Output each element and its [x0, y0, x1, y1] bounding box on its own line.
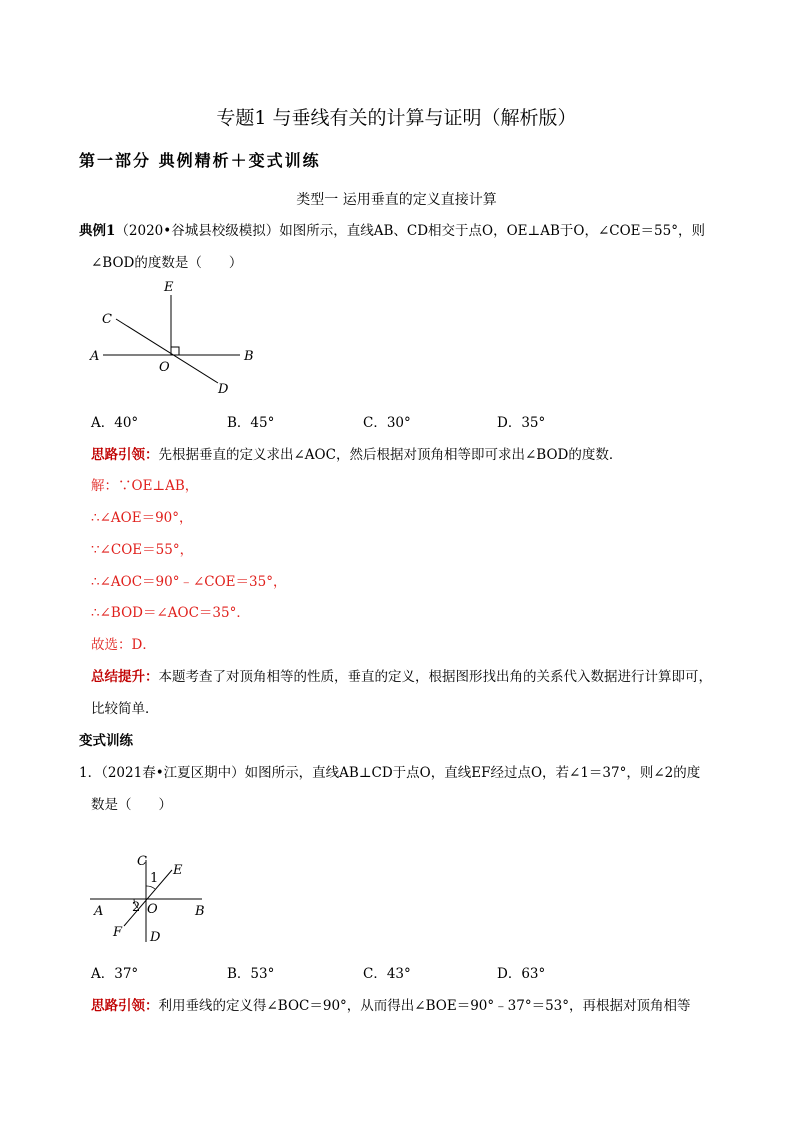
solution-line-4: ∴∠AOC＝90°﹣∠COE＝35°， [91, 574, 287, 590]
example1-summary [91, 665, 712, 685]
label-o: O [159, 360, 170, 375]
example1-option-a: A．40° [91, 415, 139, 431]
q1-option-c: C．43° [363, 966, 411, 982]
q1-hint [91, 994, 691, 1014]
summary-text: 本题考查了对顶角相等的性质，垂直的定义，根据图形找出角的关系代入数据进行计算即可， [158, 669, 712, 685]
example1-summary-line2: 比较简单． [91, 701, 159, 717]
document-title: 专题1 与垂线有关的计算与证明（解析版） [216, 107, 577, 129]
label-a: A [90, 349, 100, 364]
label-e: E [164, 280, 174, 295]
q1-line1: 1．（2021春•江夏区期中）如图所示，直线AB⊥CD于点O，直线EF经过点O，若∠1＝37°，则∠2的度 [79, 765, 701, 781]
solution-line-6: 故选：D． [91, 637, 156, 653]
angle-1-arc [146, 886, 155, 889]
q1-line2: 数是（ ） [91, 797, 172, 813]
hint-label: 思路引领： [91, 447, 159, 463]
label-e: E [173, 863, 183, 878]
type-heading: 类型一 运用垂直的定义直接计算 [296, 192, 497, 208]
example-label: 典例1 [79, 223, 116, 239]
example1-option-c: C．30° [363, 415, 411, 431]
q1-option-b: B．53° [227, 966, 275, 982]
label-c: C [102, 312, 112, 327]
example1-figure [85, 278, 275, 398]
example1-text: （2020•谷城县校级模拟）如图所示，直线AB、CD相交于点O，OE⊥AB于O，∠COE＝55°，则 [115, 223, 705, 239]
solution-line-2: ∴∠AOE＝90°， [91, 510, 193, 526]
hint-text: 先根据垂直的定义求出∠AOC，然后根据对顶角相等即可求出∠BOD的度数． [158, 447, 623, 463]
label-o: O [147, 902, 158, 917]
label-angle-2: 2 [132, 900, 141, 915]
label-b: B [195, 904, 205, 919]
summary-label: 总结提升： [91, 669, 159, 685]
example1-option-b: B．45° [227, 415, 275, 431]
solution-line-5: ∴∠BOD＝∠AOC＝35°． [91, 605, 250, 621]
label-b: B [244, 349, 254, 364]
label-d: D [150, 930, 161, 945]
label-c: C [137, 854, 147, 869]
q1-hint-label: 思路引领： [91, 998, 159, 1014]
solution-line-1: 解：∵OE⊥AB， [91, 478, 199, 494]
label-a: A [94, 904, 104, 919]
example1-line2: ∠BOD的度数是（ ） [91, 255, 243, 271]
example1-line1 [79, 219, 705, 239]
label-f: F [113, 925, 123, 940]
q1-option-a: A．37° [91, 966, 139, 982]
q1-option-d: D．63° [497, 966, 546, 982]
line-ef [124, 870, 172, 926]
example1-hint [91, 443, 622, 463]
variant-heading: 变式训练 [79, 733, 133, 749]
q1-hint-text: 利用垂线的定义得∠BOC＝90°，从而得出∠BOE＝90°﹣37°＝53°，再根据对顶角相等 [158, 998, 691, 1014]
example1-option-d: D．35° [497, 415, 546, 431]
part-heading: 第一部分 典例精析＋变式训练 [79, 151, 321, 170]
q1-figure [86, 850, 211, 946]
label-d: D [218, 382, 229, 397]
label-angle-1: 1 [150, 871, 159, 886]
solution-line-3: ∵∠COE＝55°， [91, 542, 194, 558]
